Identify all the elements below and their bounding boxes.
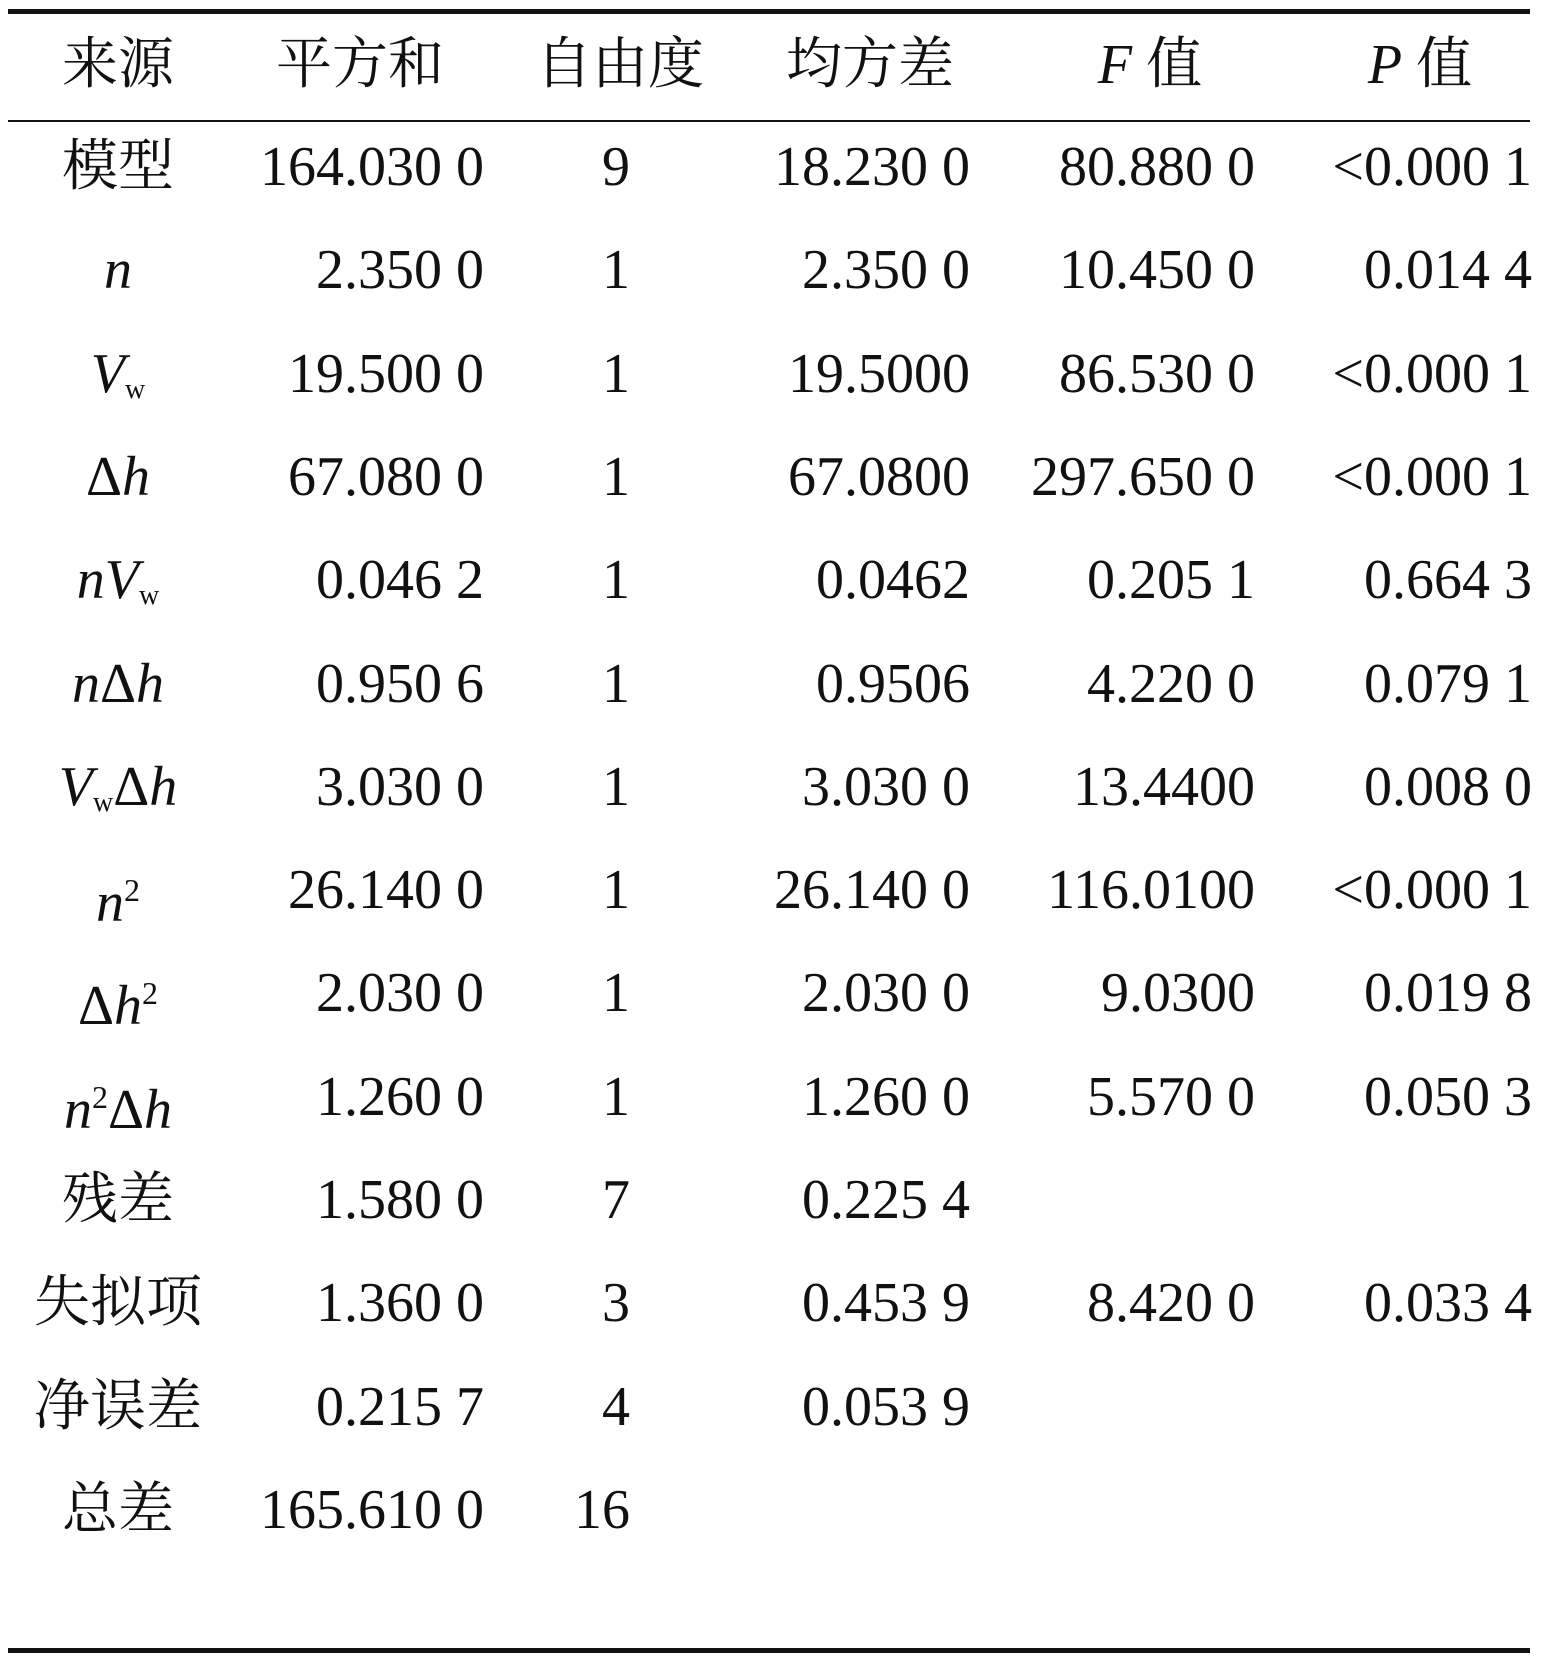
table-row bbox=[0, 948, 1558, 1038]
symbol-delta: Δ bbox=[113, 755, 150, 818]
cell-sum-of-squares: 0.215 7 bbox=[316, 1375, 484, 1438]
superscript-2: 2 bbox=[142, 975, 158, 1012]
header-mean-square: 均方差 bbox=[786, 34, 954, 96]
table-row bbox=[0, 535, 1558, 625]
symbol-h: h bbox=[149, 755, 178, 818]
cell-f-value bbox=[990, 1362, 1255, 1452]
cell-source bbox=[18, 639, 218, 729]
cell-mean-square: 2.350 0 bbox=[802, 239, 970, 302]
cell-degrees-of-freedom: 1 bbox=[602, 239, 630, 302]
subscript-w: w bbox=[138, 580, 160, 612]
symbol-delta: Δ bbox=[77, 975, 114, 1038]
cell-degrees-of-freedom: 16 bbox=[574, 1478, 630, 1541]
cell-p-value bbox=[1270, 1465, 1532, 1555]
cell-degrees-of-freedom: 1 bbox=[602, 652, 630, 715]
cell-mean-square: 0.453 9 bbox=[802, 1272, 970, 1335]
table-row bbox=[0, 742, 1558, 832]
cell-source bbox=[18, 742, 218, 832]
cell-f-value: 8.420 0 bbox=[1087, 1272, 1255, 1335]
symbol-n: n bbox=[63, 1078, 92, 1141]
subscript-w: w bbox=[92, 786, 114, 818]
symbol-n: n bbox=[76, 549, 105, 612]
cell-p-value: <0.000 1 bbox=[1332, 859, 1532, 922]
symbol-v: V bbox=[90, 342, 125, 405]
cell-p-value: 0.019 8 bbox=[1364, 962, 1532, 1025]
symbol-n: n bbox=[71, 652, 100, 715]
cell-degrees-of-freedom: 1 bbox=[602, 859, 630, 922]
cell-sum-of-squares: 165.610 0 bbox=[260, 1478, 484, 1541]
cell-sum-of-squares: 164.030 0 bbox=[260, 136, 484, 198]
header-source: 来源 bbox=[62, 34, 174, 96]
cell-sum-of-squares: 67.080 0 bbox=[288, 445, 484, 508]
symbol-delta: Δ bbox=[85, 445, 122, 508]
cell-source bbox=[18, 845, 218, 935]
cell-mean-square: 67.0800 bbox=[788, 445, 970, 508]
cell-sum-of-squares: 19.500 0 bbox=[288, 342, 484, 405]
cell-p-value: <0.000 1 bbox=[1332, 445, 1532, 508]
cell-f-value: 5.570 0 bbox=[1087, 1065, 1255, 1128]
cell-f-value: 10.450 0 bbox=[1059, 239, 1255, 302]
table-bottom-rule bbox=[8, 1648, 1530, 1653]
cell-mean-square: 26.140 0 bbox=[774, 859, 970, 922]
cell-degrees-of-freedom: 7 bbox=[602, 1169, 630, 1231]
header-f-zhi: 值 bbox=[1146, 34, 1203, 96]
superscript-2: 2 bbox=[91, 1078, 108, 1115]
header-f-value bbox=[1050, 20, 1250, 110]
cell-p-value: 0.664 3 bbox=[1364, 549, 1532, 612]
cell-sum-of-squares: 1.260 0 bbox=[316, 1065, 484, 1128]
header-sum-of-squares: 平方和 bbox=[276, 34, 444, 96]
subscript-w: w bbox=[124, 373, 146, 405]
header-p-symbol: P bbox=[1367, 34, 1403, 96]
cell-degrees-of-freedom: 1 bbox=[602, 342, 630, 405]
cell-p-value: <0.000 1 bbox=[1332, 342, 1532, 405]
cell-source: 失拟项 bbox=[34, 1272, 202, 1335]
cell-source bbox=[18, 329, 218, 419]
table-row bbox=[0, 329, 1558, 419]
cell-source: 残差 bbox=[62, 1169, 174, 1231]
cell-sum-of-squares: 1.360 0 bbox=[316, 1272, 484, 1335]
cell-degrees-of-freedom: 1 bbox=[602, 962, 630, 1025]
cell-f-value: 4.220 0 bbox=[1087, 652, 1255, 715]
cell-mean-square: 1.260 0 bbox=[802, 1065, 970, 1128]
table-row bbox=[0, 1155, 1558, 1245]
cell-f-value: 0.205 1 bbox=[1087, 549, 1255, 612]
cell-source: 净误差 bbox=[34, 1375, 202, 1438]
cell-sum-of-squares: 0.046 2 bbox=[316, 549, 484, 612]
symbol-h: h bbox=[136, 652, 164, 715]
cell-p-value: 0.079 1 bbox=[1364, 652, 1532, 715]
header-degrees-of-freedom: 自由度 bbox=[536, 34, 704, 96]
cell-sum-of-squares: 2.030 0 bbox=[316, 962, 484, 1025]
header-p-zhi: 值 bbox=[1416, 34, 1473, 96]
table-header-row bbox=[0, 20, 1558, 110]
symbol-h: h bbox=[144, 1078, 172, 1141]
cell-source bbox=[18, 1052, 218, 1142]
table-row bbox=[0, 432, 1558, 522]
table-row bbox=[0, 845, 1558, 935]
table-row bbox=[0, 225, 1558, 315]
symbol-v: V bbox=[58, 755, 93, 818]
cell-source bbox=[18, 948, 218, 1038]
cell-p-value: <0.000 1 bbox=[1332, 136, 1532, 198]
cell-source bbox=[18, 535, 218, 625]
cell-sum-of-squares: 26.140 0 bbox=[288, 859, 484, 922]
cell-degrees-of-freedom: 9 bbox=[602, 136, 630, 198]
table-row bbox=[0, 1362, 1558, 1452]
cell-mean-square bbox=[720, 1465, 970, 1555]
table-row bbox=[0, 1258, 1558, 1348]
cell-f-value: 297.650 0 bbox=[1031, 445, 1255, 508]
cell-mean-square: 0.225 4 bbox=[802, 1169, 970, 1231]
table-top-rule bbox=[8, 9, 1530, 14]
cell-p-value: 0.050 3 bbox=[1364, 1065, 1532, 1128]
cell-degrees-of-freedom: 1 bbox=[602, 445, 630, 508]
cell-mean-square: 0.053 9 bbox=[802, 1375, 970, 1438]
cell-source: 总差 bbox=[62, 1478, 174, 1541]
cell-mean-square: 19.5000 bbox=[788, 342, 970, 405]
cell-f-value bbox=[990, 1465, 1255, 1555]
cell-sum-of-squares: 3.030 0 bbox=[316, 755, 484, 818]
cell-f-value: 80.880 0 bbox=[1059, 136, 1255, 198]
cell-degrees-of-freedom: 3 bbox=[602, 1272, 630, 1335]
header-p-value bbox=[1320, 20, 1520, 110]
cell-f-value: 9.0300 bbox=[1101, 962, 1255, 1025]
cell-source: 模型 bbox=[62, 136, 174, 198]
cell-p-value bbox=[1270, 1362, 1532, 1452]
cell-degrees-of-freedom: 1 bbox=[602, 549, 630, 612]
cell-f-value: 116.0100 bbox=[1047, 859, 1255, 922]
header-f-symbol: F bbox=[1097, 34, 1133, 96]
cell-f-value: 86.530 0 bbox=[1059, 342, 1255, 405]
table-row bbox=[0, 122, 1558, 212]
cell-mean-square: 18.230 0 bbox=[774, 136, 970, 198]
symbol-n: n bbox=[96, 872, 124, 935]
cell-p-value: 0.033 4 bbox=[1364, 1272, 1532, 1335]
cell-mean-square: 0.9506 bbox=[816, 652, 970, 715]
symbol-h: h bbox=[122, 445, 150, 508]
table-row bbox=[0, 1052, 1558, 1142]
cell-mean-square: 3.030 0 bbox=[802, 755, 970, 818]
cell-sum-of-squares: 0.950 6 bbox=[316, 652, 484, 715]
cell-p-value: 0.014 4 bbox=[1364, 239, 1532, 302]
symbol-h: h bbox=[114, 975, 142, 1038]
cell-degrees-of-freedom: 1 bbox=[602, 755, 630, 818]
table-row bbox=[0, 639, 1558, 729]
cell-sum-of-squares: 2.350 0 bbox=[316, 239, 484, 302]
cell-degrees-of-freedom: 1 bbox=[602, 1065, 630, 1128]
cell-p-value: 0.008 0 bbox=[1364, 755, 1532, 818]
table-row bbox=[0, 1465, 1558, 1555]
symbol-delta: Δ bbox=[99, 652, 136, 715]
cell-source bbox=[18, 225, 218, 315]
cell-degrees-of-freedom: 4 bbox=[602, 1375, 630, 1438]
cell-mean-square: 2.030 0 bbox=[802, 962, 970, 1025]
cell-mean-square: 0.0462 bbox=[816, 549, 970, 612]
symbol-v: V bbox=[104, 549, 139, 612]
cell-f-value: 13.4400 bbox=[1073, 755, 1255, 818]
cell-sum-of-squares: 1.580 0 bbox=[316, 1169, 484, 1231]
symbol-n: n bbox=[104, 239, 132, 302]
cell-p-value bbox=[1270, 1155, 1532, 1245]
symbol-delta: Δ bbox=[107, 1078, 144, 1141]
cell-f-value bbox=[990, 1155, 1255, 1245]
cell-source bbox=[18, 432, 218, 522]
superscript-2: 2 bbox=[124, 872, 140, 909]
